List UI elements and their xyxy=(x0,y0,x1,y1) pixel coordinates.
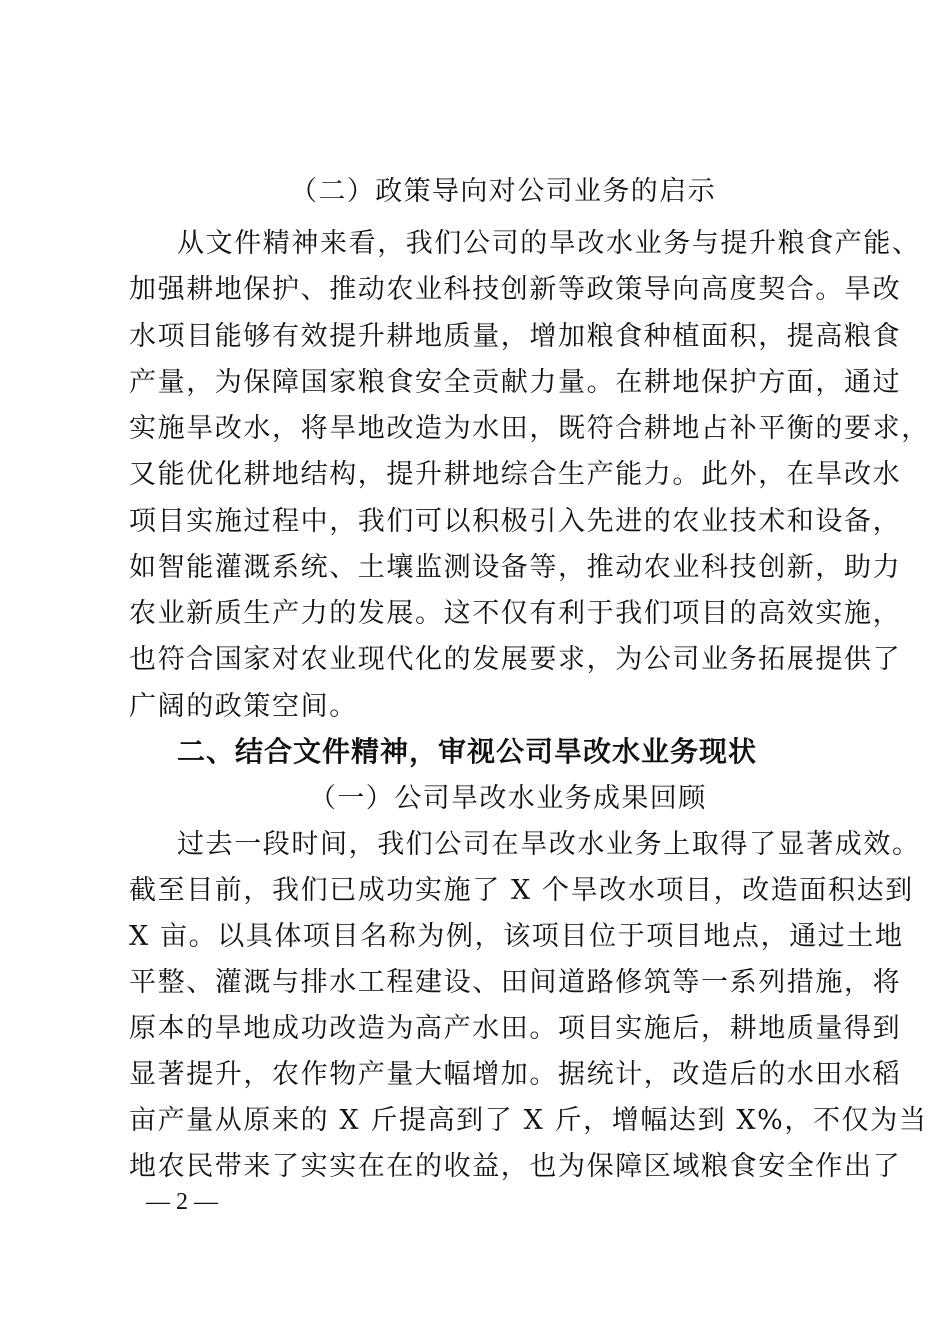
paragraph-line: X 亩。以具体项目名称为例，该项目位于项目地点，通过土地 xyxy=(129,921,904,952)
paragraph-line: 广阔的政策空间。 xyxy=(129,691,358,722)
paragraph-line: 地农民带来了实实在在的收益，也为保障区域粮食安全作出了 xyxy=(129,1151,902,1182)
paragraph-line: 平整、灌溉与排水工程建设、田间道路修筑等一系列措施，将 xyxy=(129,967,902,998)
paragraph-line: 农业新质生产力的发展。这不仅有利于我们项目的高效实施， xyxy=(129,598,902,629)
page-number: — 2 — xyxy=(146,1189,218,1215)
paragraph-line: 过去一段时间，我们公司在旱改水业务上取得了显著成效。 xyxy=(177,829,921,860)
paragraph-line: 亩产量从原来的 X 斤提高到了 X 斤，增幅达到 X%，不仅为当 xyxy=(129,1105,928,1136)
paragraph-line: 加强耕地保护、推动农业科技创新等政策导向高度契合。旱改 xyxy=(129,274,902,305)
section-heading-policy-guidance: （二）政策导向对公司业务的启示 xyxy=(290,176,716,207)
paragraph-line: 从文件精神来看，我们公司的旱改水业务与提升粮食产能、 xyxy=(177,228,921,259)
paragraph-line: 实施旱改水，将旱地改造为水田，既符合耕地占补平衡的要求， xyxy=(129,413,930,444)
paragraph-line: 也符合国家对农业现代化的发展要求，为公司业务拓展提供了 xyxy=(129,644,902,675)
paragraph-line: 水项目能够有效提升耕地质量，增加粮食种植面积，提高粮食 xyxy=(129,321,902,352)
paragraph-line: 又能优化耕地结构，提升耕地综合生产能力。此外，在旱改水 xyxy=(129,459,902,490)
paragraph-line: 如智能灌溉系统、土壤监测设备等，推动农业科技创新，助力 xyxy=(129,552,902,583)
paragraph-line: 项目实施过程中，我们可以积极引入先进的农业技术和设备， xyxy=(129,506,902,537)
paragraph-line: 截至目前，我们已成功实施了 X 个旱改水项目，改造面积达到 xyxy=(129,875,914,906)
paragraph-line: 原本的旱地成功改造为高产水田。项目实施后，耕地质量得到 xyxy=(129,1013,902,1044)
section-heading-achievements: （一）公司旱改水业务成果回顾 xyxy=(309,783,707,814)
paragraph-line: 产量，为保障国家粮食安全贡献力量。在耕地保护方面，通过 xyxy=(129,367,902,398)
section-heading-business-review: 二、结合文件精神，审视公司旱改水业务现状 xyxy=(177,735,758,768)
paragraph-line: 显著提升，农作物产量大幅增加。据统计，改造后的水田水稻 xyxy=(129,1059,902,1090)
